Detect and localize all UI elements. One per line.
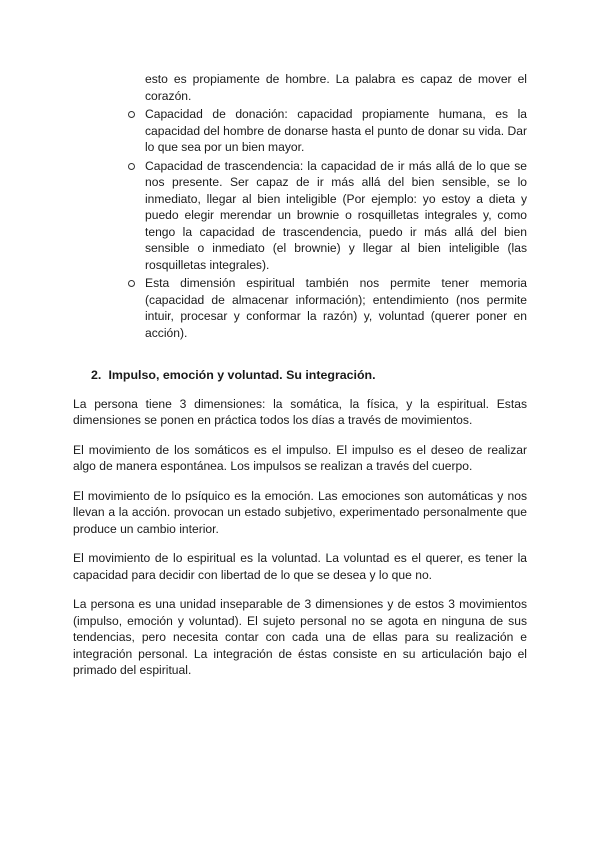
text-column — [73, 71, 527, 679]
list-continuation: esto es propiamente de hombre. La palabra es capaz de mover el corazón. — [145, 72, 527, 103]
circle-bullet-icon — [128, 111, 135, 118]
bullet-list — [145, 71, 527, 341]
paragraph: El movimiento de lo espiritual es la voluntad. La voluntad es el querer, es tener la capacidad para decidir con libertad de lo que se desea y lo que no. — [73, 551, 527, 582]
list-item-text: Capacidad de donación: capacidad propiamente humana, es la capacidad del hombre de donarse hasta el punto de donar su vida. Dar lo que sea por un bien mayor. — [145, 107, 527, 154]
list-item — [145, 275, 527, 341]
circle-bullet-icon — [128, 280, 135, 287]
paragraph: El movimiento de los somáticos es el impulso. El impulso es el deseo de realizar algo de manera espontánea. Los impulsos se realizan a través del cuerpo. — [73, 442, 527, 473]
list-item — [145, 106, 527, 156]
list-item-text: Esta dimensión espiritual también nos permite tener memoria (capacidad de almacenar información); entendimiento (nos permite intuir, procesar y conformar la razón) y, voluntad (querer poner en acción). — [145, 276, 527, 340]
list-item — [145, 158, 527, 274]
section-title: Impulso, emoción y voluntad. Su integración. — [108, 368, 376, 382]
paragraph: La persona tiene 3 dimensiones: la somática, la física, y la espiritual. Estas dimensiones se ponen en práctica todos los días a través de movimientos. — [73, 396, 527, 427]
section-number: 2. — [91, 368, 102, 382]
list-item-text: Capacidad de trascendencia: la capacidad de ir más allá de lo que se nos presente. Ser capaz de ir más allá del bien sensible, se lo inmediato, llegar al bien inteligible (Por ejemplo: yo estoy a dieta y puedo elegir merendar un brownie o rosquilletas integrales y, como tengo la capacidad de trascendencia, puedo ir más allá del bien sensible o inmediato (el brownie) y llegar al bien inteligible (las rosquilletas integrales). — [145, 158, 527, 272]
paragraph: La persona es una unidad inseparable de 3 dimensiones y de estos 3 movimientos (impulso, emoción y voluntad). El sujeto personal no se agota en ninguna de sus tendencias, pero necesita contar con cada una de ellas para su realización e integración personal. La integración de éstas consiste en su articulación bajo el primado del espiritual. — [73, 597, 527, 677]
paragraph: El movimiento de lo psíquico es la emoción. Las emociones son automáticas y nos llevan a la acción. provocan un estado subjetivo, experimentado personalmente que produce un cambio interior. — [73, 488, 527, 536]
circle-bullet-icon — [128, 163, 135, 170]
section-heading — [91, 367, 527, 384]
